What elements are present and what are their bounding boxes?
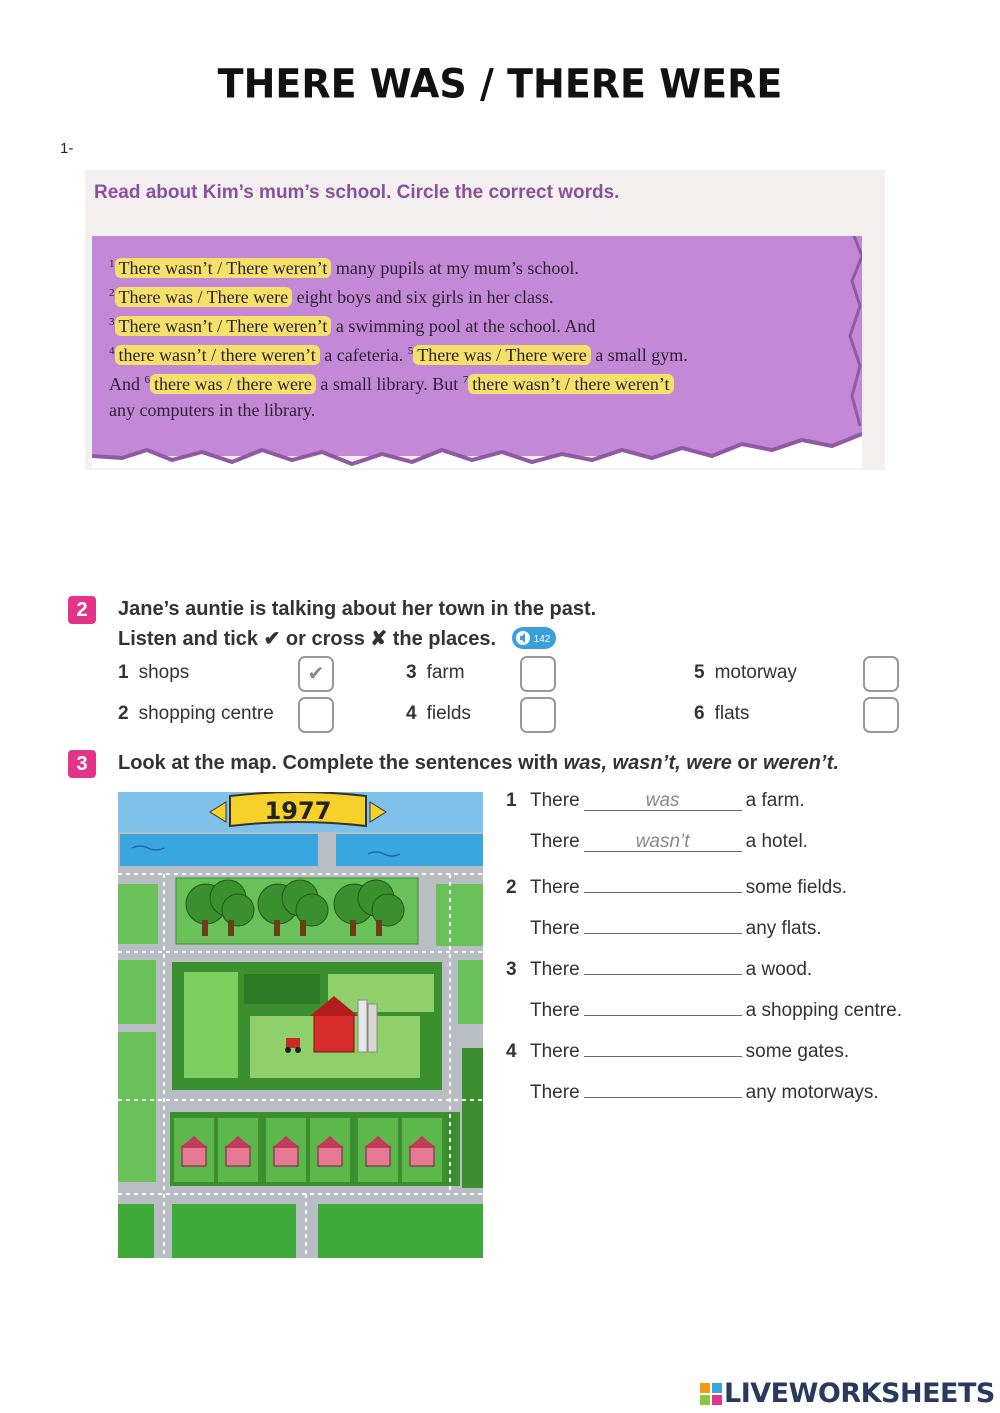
place-number: 3 xyxy=(406,662,417,683)
place-number: 5 xyxy=(694,662,705,683)
sentence-number: 2 xyxy=(109,287,115,299)
place-label: fields xyxy=(426,703,471,724)
page-title: THERE WAS / THERE WERE xyxy=(217,60,783,108)
place-number: 2 xyxy=(118,703,129,724)
place-item xyxy=(118,662,189,684)
sentence-text: any computers in the library. xyxy=(109,400,316,420)
sentence-number: 7 xyxy=(462,374,469,386)
tick-box[interactable] xyxy=(520,697,556,733)
sentence-end: a wood. xyxy=(745,959,813,980)
answer-blank[interactable]: wasn’t xyxy=(584,831,742,852)
answer-blank[interactable] xyxy=(584,1036,742,1057)
sentence-start: There xyxy=(530,1041,580,1062)
exercise-3-instruction: Look at the map. Complete the sentences with was, wasn’t, were or weren’t. xyxy=(118,752,839,774)
sentence-start: There xyxy=(530,1000,580,1021)
place-item xyxy=(118,703,274,725)
sentence-text: many pupils at my mum’s school. xyxy=(331,258,579,278)
place-item xyxy=(694,703,749,725)
exercise-1-line xyxy=(109,287,554,308)
sentence-row xyxy=(506,913,822,940)
sentence-start: There xyxy=(530,790,580,811)
exercise-2-instruction-line-1: Jane’s auntie is talking about her town in the past. xyxy=(118,598,597,620)
exercise-2-badge: 2 xyxy=(68,596,96,624)
place-label: shops xyxy=(138,662,190,683)
sentence-number: 2 xyxy=(506,877,517,898)
sentence-end: a shopping centre. xyxy=(745,1000,902,1021)
sentence-row xyxy=(506,790,805,812)
exercise-1-line xyxy=(109,316,595,337)
place-label: flats xyxy=(714,703,750,724)
exercise-1-line xyxy=(109,400,315,421)
exercise-2-instruction-line-2: Listen and tick ✔ or cross ✘ the places. xyxy=(118,628,497,650)
audio-track-number: 142 xyxy=(533,634,551,645)
choice-option[interactable]: there was / there were xyxy=(150,374,316,394)
choice-option[interactable]: There wasn’t / There weren’t xyxy=(115,316,332,336)
audio-track-icon[interactable] xyxy=(512,627,556,649)
sentence-start: There xyxy=(530,877,580,898)
sentence-start: There xyxy=(530,1082,580,1103)
choice-option[interactable]: There wasn’t / There weren’t xyxy=(115,258,332,278)
place-number: 1 xyxy=(118,662,129,683)
sentence-text: a swimming pool at the school. And xyxy=(331,316,596,336)
answer-blank[interactable] xyxy=(584,913,742,934)
map-year-label: 1977 xyxy=(264,797,332,825)
sentence-number: 1 xyxy=(506,790,517,811)
town-map-1977 xyxy=(118,792,483,1258)
tick-box[interactable]: ✔ xyxy=(298,656,334,692)
exercise-1-number: 1- xyxy=(60,140,74,157)
place-item xyxy=(406,662,465,684)
answer-blank[interactable]: was xyxy=(584,790,742,811)
place-item xyxy=(694,662,797,684)
sentence-start: There xyxy=(530,831,580,852)
exercise-1-line xyxy=(109,258,579,279)
liveworksheets-logo-icon xyxy=(700,1383,722,1405)
answer-blank[interactable] xyxy=(584,995,742,1016)
choice-option[interactable]: There was / There were xyxy=(115,287,293,307)
answer-blank[interactable] xyxy=(584,872,742,893)
tick-box[interactable] xyxy=(863,656,899,692)
sentence-number: 4 xyxy=(109,345,115,357)
sentence-end: some fields. xyxy=(745,877,848,898)
sentence-row xyxy=(506,1036,849,1063)
exercise-3-badge: 3 xyxy=(68,750,96,778)
sentence-number: 3 xyxy=(506,959,517,980)
liveworksheets-logo-text: LIVEWORKSHEETS xyxy=(724,1378,995,1409)
tick-box[interactable] xyxy=(520,656,556,692)
sentence-end: a farm. xyxy=(745,790,805,811)
sentence-text: a cafeteria. xyxy=(319,345,408,365)
sentence-number: 5 xyxy=(407,345,414,357)
place-label: shopping centre xyxy=(138,703,274,724)
choice-option[interactable]: there wasn’t / there weren’t xyxy=(468,374,673,394)
sentence-start: There xyxy=(530,918,580,939)
answer-blank[interactable] xyxy=(584,954,742,975)
sentence-text: a small library. But xyxy=(315,374,463,394)
tick-box[interactable] xyxy=(298,697,334,733)
place-item xyxy=(406,703,471,725)
sentence-end: some gates. xyxy=(745,1041,850,1062)
place-number: 6 xyxy=(694,703,705,724)
place-label: motorway xyxy=(714,662,797,683)
sentence-number: 1 xyxy=(109,258,115,270)
sentence-text: And xyxy=(109,374,145,394)
place-number: 4 xyxy=(406,703,417,724)
choice-option[interactable]: there wasn’t / there weren’t xyxy=(115,345,320,365)
sentence-end: any motorways. xyxy=(745,1082,879,1103)
sentence-end: a hotel. xyxy=(745,831,808,852)
sentence-row xyxy=(506,995,902,1022)
sentence-row xyxy=(506,954,812,981)
sentence-number: 6 xyxy=(144,374,150,386)
sentence-row xyxy=(506,1077,879,1104)
sentence-row xyxy=(506,872,847,899)
choice-option[interactable]: There was / There were xyxy=(413,345,591,365)
place-label: farm xyxy=(426,662,465,683)
exercise-1-line xyxy=(109,374,674,395)
answer-blank[interactable] xyxy=(584,1077,742,1098)
sentence-start: There xyxy=(530,959,580,980)
sentence-end: any flats. xyxy=(745,918,822,939)
sentence-text: eight boys and six girls in her class. xyxy=(292,287,554,307)
sentence-number: 3 xyxy=(109,316,115,328)
sentence-row xyxy=(506,831,808,853)
exercise-1-instruction: Read about Kim’s mum’s school. Circle the correct words. xyxy=(94,182,620,203)
sentence-number: 4 xyxy=(506,1041,517,1062)
tick-box[interactable] xyxy=(863,697,899,733)
exercise-1-line xyxy=(109,345,688,366)
sentence-text: a small gym. xyxy=(590,345,688,365)
